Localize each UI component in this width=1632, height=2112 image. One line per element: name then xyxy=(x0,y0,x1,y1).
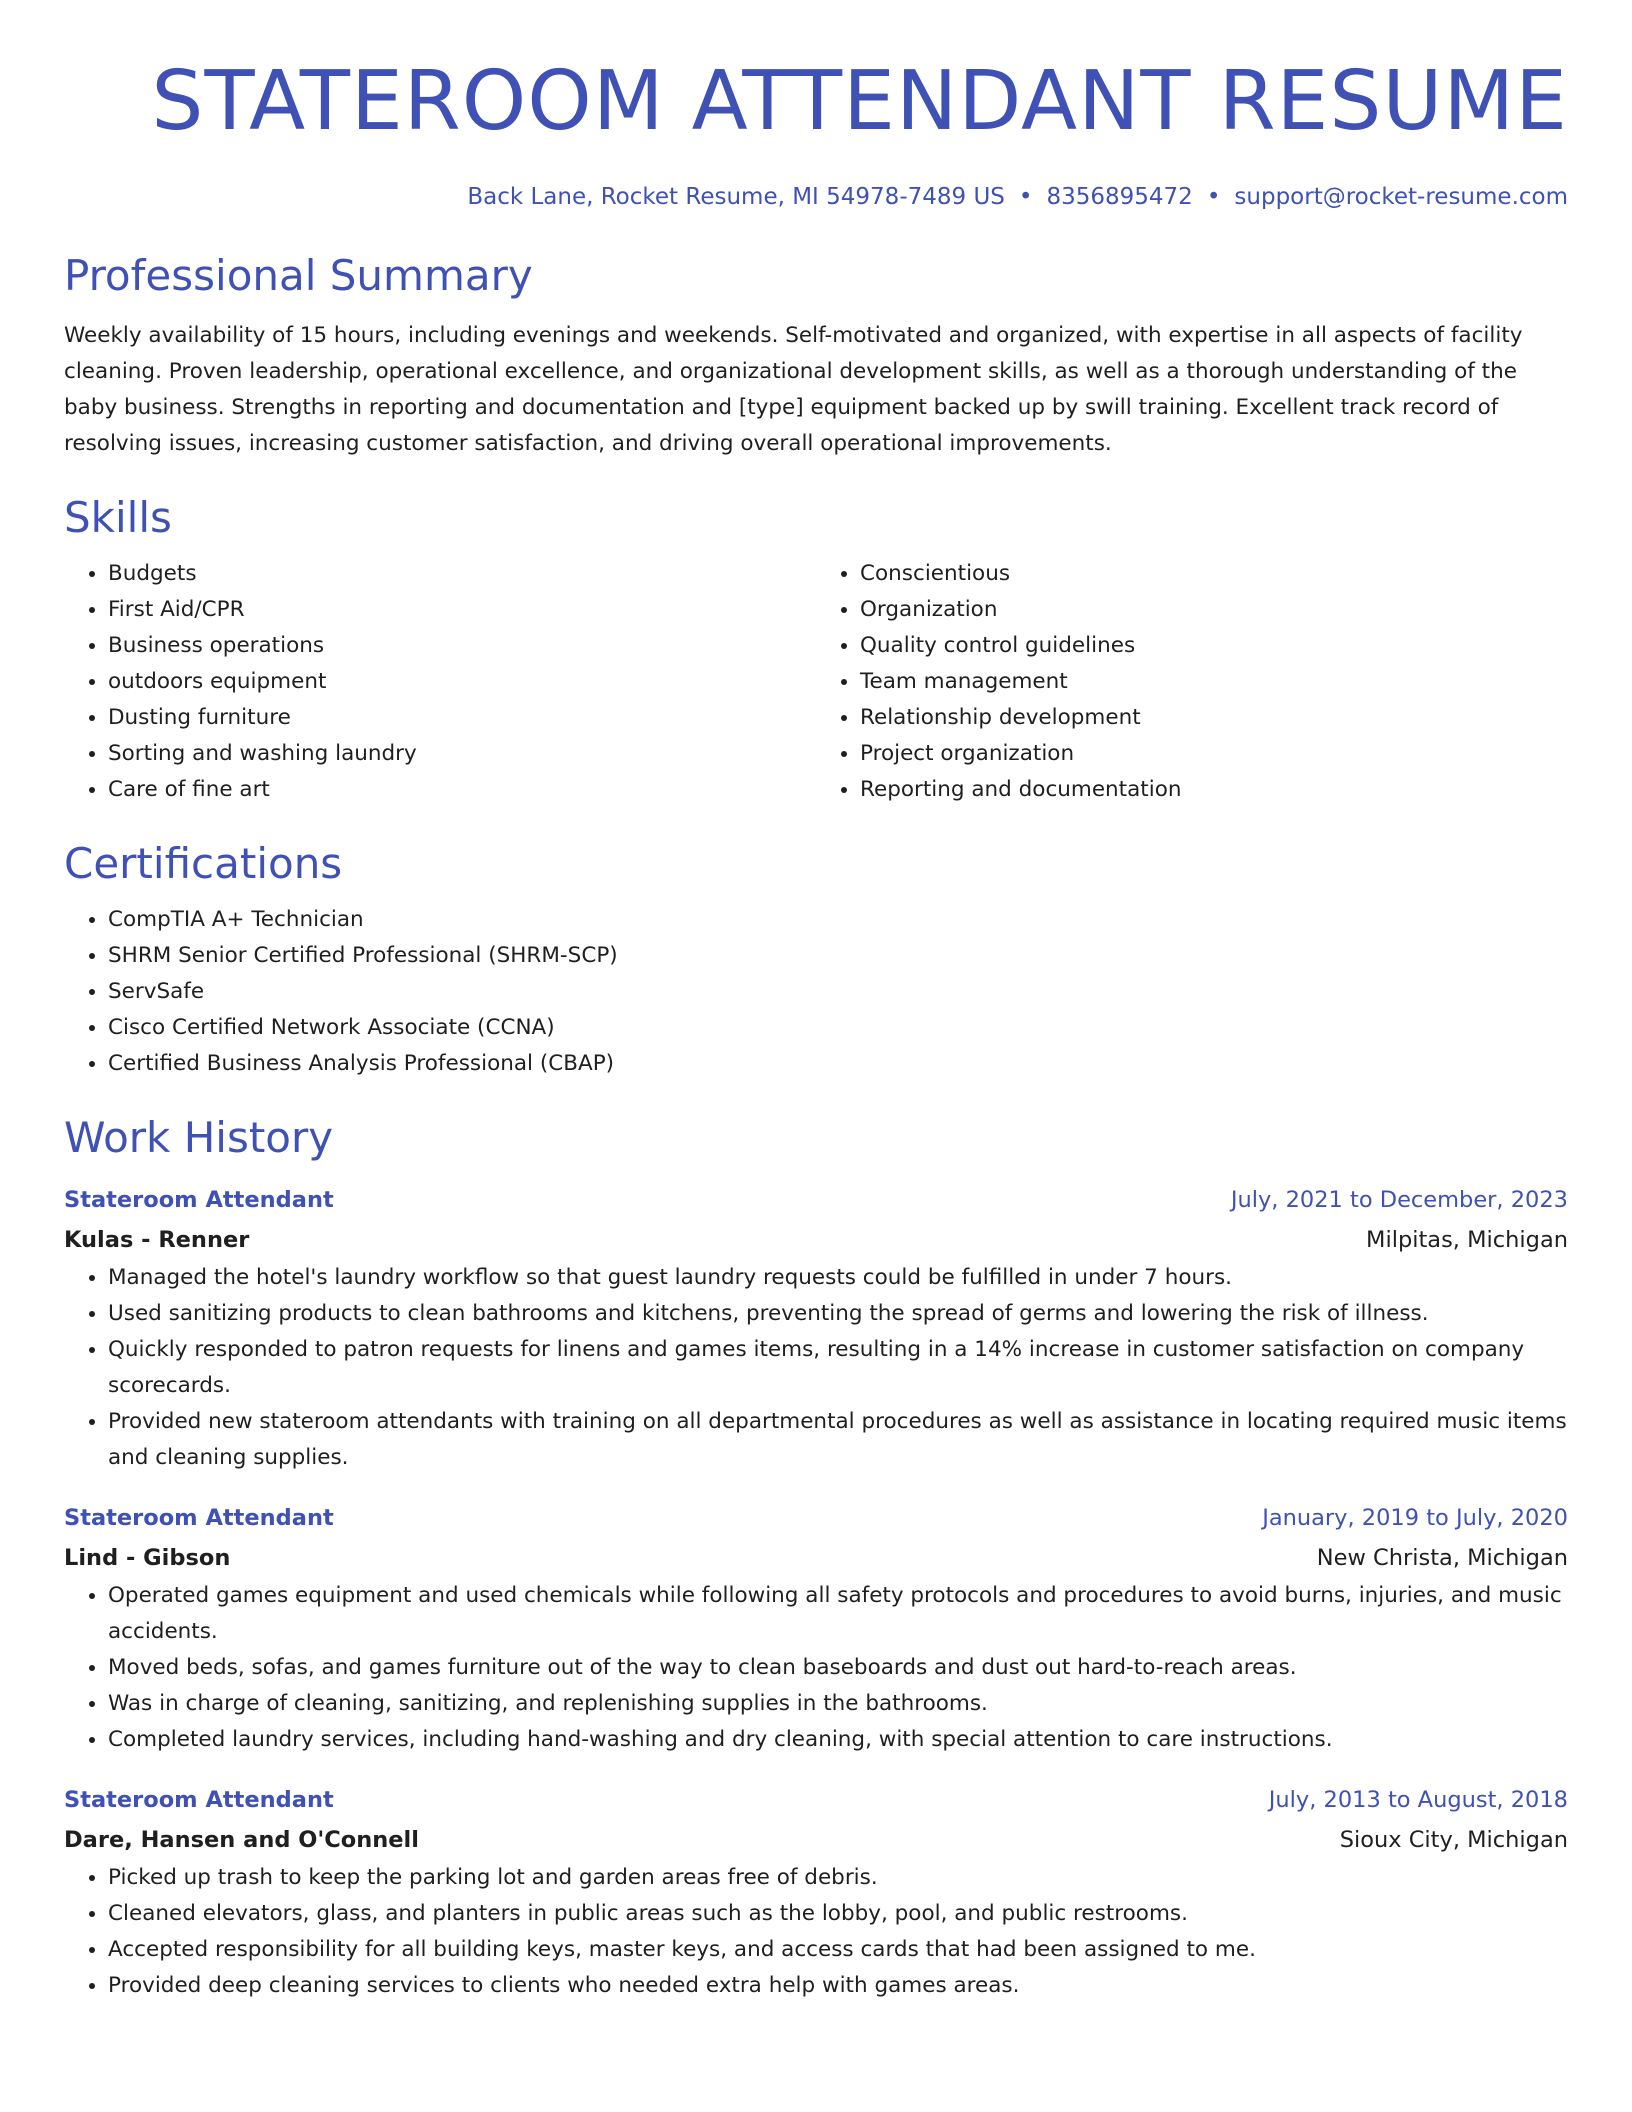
job-bullet: • Was in charge of cleaning, sanitizing, and replenishing supplies in the bathrooms. xyxy=(108,1686,1568,1722)
certification-item: • ServSafe xyxy=(108,974,1568,1010)
job-dates: July, 2013 to August, 2018 xyxy=(1268,1787,1568,1813)
job-bullet: • Quickly responded to patron requests for linens and games items, resulting in a 14% increase in customer satisfaction on company scorecards. xyxy=(108,1332,1568,1404)
contact-separator: • xyxy=(1206,184,1221,210)
job-company: Kulas - Renner xyxy=(64,1227,250,1253)
certifications-section xyxy=(64,836,1568,1082)
skill-item: • Sorting and washing laundry xyxy=(108,736,816,772)
certification-item: • CompTIA A+ Technician xyxy=(108,902,1568,938)
job-header xyxy=(64,1498,1568,1538)
job-location: Milpitas, Michigan xyxy=(1366,1227,1568,1253)
job-dates: July, 2021 to December, 2023 xyxy=(1230,1187,1568,1213)
skill-item: • First Aid/CPR xyxy=(108,592,816,628)
job-header xyxy=(64,1780,1568,1820)
skills-heading: Skills xyxy=(64,493,172,542)
skill-item: • Team management xyxy=(860,664,1568,700)
job-bullet: • Moved beds, sofas, and games furniture out of the way to clean baseboards and dust out hard-to-reach areas. xyxy=(108,1650,1568,1686)
certification-item: • Certified Business Analysis Professional (CBAP) xyxy=(108,1046,1568,1082)
job-bullet: • Completed laundry services, including hand-washing and dry cleaning, with special attention to care instructions. xyxy=(108,1722,1568,1758)
job-subheader xyxy=(64,1538,1568,1578)
skill-item: • Business operations xyxy=(108,628,816,664)
job-title: Stateroom Attendant xyxy=(64,1505,334,1531)
skill-item: • Conscientious xyxy=(860,556,1568,592)
resume-title: STATEROOM ATTENDANT RESUME xyxy=(151,54,1568,149)
job-entry xyxy=(64,1498,1568,1758)
skills-columns xyxy=(64,556,1568,808)
skill-item: • Organization xyxy=(860,592,1568,628)
job-bullet: • Accepted responsibility for all building keys, master keys, and access cards that had been assigned to me. xyxy=(108,1932,1568,1968)
skill-item: • Project organization xyxy=(860,736,1568,772)
skill-item: • Budgets xyxy=(108,556,816,592)
job-subheader xyxy=(64,1220,1568,1260)
certifications-heading: Certifications xyxy=(64,839,343,888)
job-company: Dare, Hansen and O'Connell xyxy=(64,1827,419,1853)
job-dates: January, 2019 to July, 2020 xyxy=(1262,1505,1568,1531)
job-bullet: • Provided deep cleaning services to clients who needed extra help with games areas. xyxy=(108,1968,1568,2004)
certification-item: • Cisco Certified Network Associate (CCNA) xyxy=(108,1010,1568,1046)
job-subheader xyxy=(64,1820,1568,1860)
skill-item: • Reporting and documentation xyxy=(860,772,1568,808)
job-header xyxy=(64,1180,1568,1220)
contact-line xyxy=(64,180,1568,214)
job-location: Sioux City, Michigan xyxy=(1339,1827,1568,1853)
summary-text: Weekly availability of 15 hours, including evenings and weekends. Self-motivated and organized, with expertise in all aspects of facility cleaning. Proven leadership, operational excellence, and organizational development skills, as well as a thorough understanding of the baby business. Strengths in reporting and documentation and [type] equipment backed up by swill training. Excellent track record of resolving issues, increasing customer satisfaction, and driving overall operational improvements. xyxy=(64,323,1523,456)
job-bullet: • Managed the hotel's laundry workflow so that guest laundry requests could be fulfilled in under 7 hours. xyxy=(108,1260,1568,1296)
contact-separator: • xyxy=(1018,184,1033,210)
job-entry xyxy=(64,1180,1568,1476)
skills-column-left xyxy=(64,556,816,808)
skill-item: • Quality control guidelines xyxy=(860,628,1568,664)
skill-item: • Relationship development xyxy=(860,700,1568,736)
skills-column-right xyxy=(816,556,1568,808)
contact-address: Back Lane, Rocket Resume, MI 54978-7489 US xyxy=(467,184,1005,210)
skills-section xyxy=(64,490,1568,808)
job-entry xyxy=(64,1780,1568,2004)
job-bullet: • Cleaned elevators, glass, and planters in public areas such as the lobby, pool, and public restrooms. xyxy=(108,1896,1568,1932)
contact-phone: 8356895472 xyxy=(1046,184,1193,210)
job-bullet: • Used sanitizing products to clean bathrooms and kitchens, preventing the spread of germs and lowering the risk of illness. xyxy=(108,1296,1568,1332)
summary-heading: Professional Summary xyxy=(64,251,533,300)
skill-item: • Care of fine art xyxy=(108,772,816,808)
job-bullet: • Picked up trash to keep the parking lot and garden areas free of debris. xyxy=(108,1860,1568,1896)
job-company: Lind - Gibson xyxy=(64,1545,231,1571)
job-bullet: • Provided new stateroom attendants with training on all departmental procedures as well as assistance in locating required music items and cleaning supplies. xyxy=(108,1404,1568,1476)
job-bullet: • Operated games equipment and used chemicals while following all safety protocols and procedures to avoid burns, injuries, and music accidents. xyxy=(108,1578,1568,1650)
job-title: Stateroom Attendant xyxy=(64,1187,334,1213)
skill-item: • Dusting furniture xyxy=(108,700,816,736)
summary-section xyxy=(64,248,1568,462)
job-title: Stateroom Attendant xyxy=(64,1787,334,1813)
work-history-section xyxy=(64,1110,1568,2004)
job-location: New Christa, Michigan xyxy=(1316,1545,1568,1571)
certification-item: • SHRM Senior Certified Professional (SHRM-SCP) xyxy=(108,938,1568,974)
work-history-heading: Work History xyxy=(64,1113,334,1162)
skill-item: • outdoors equipment xyxy=(108,664,816,700)
contact-email[interactable]: support@rocket-resume.com xyxy=(1234,184,1568,210)
